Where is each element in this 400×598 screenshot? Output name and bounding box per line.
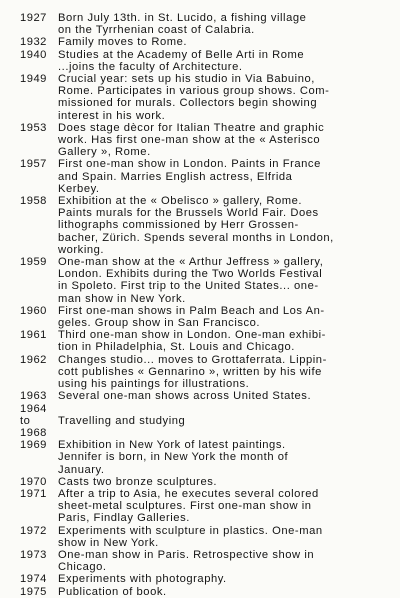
entry-year xyxy=(0,256,58,268)
text-line: tion in Philadelphia, St. Louis and Chicago. xyxy=(58,341,295,354)
chronology-entry xyxy=(0,122,400,159)
year-line: 1960 xyxy=(20,304,47,317)
year-line: 1961 xyxy=(20,329,47,342)
chronology-entry xyxy=(0,36,400,48)
text-line: Crucial year: sets up his studio in Via Babuino, xyxy=(58,73,315,86)
text-line xyxy=(58,403,368,415)
chronology-entry xyxy=(0,476,400,488)
text-line: cott publishes « Gennarino », written by his wife xyxy=(58,365,322,378)
text-line: geles. Group show in San Francisco. xyxy=(58,317,261,330)
entry-text xyxy=(58,403,368,440)
text-line: Experiments with sculpture in plastics. One-man xyxy=(58,524,323,537)
entry-text xyxy=(58,573,368,585)
chronology-entry xyxy=(0,195,400,256)
entry-year xyxy=(0,329,58,341)
text-line: After a trip to Asia, he executes several colored xyxy=(58,487,319,500)
text-line: working. xyxy=(58,243,105,256)
entry-text xyxy=(58,390,368,402)
entry-text xyxy=(58,439,368,476)
text-line: Exhibition in New York of latest paintings. xyxy=(58,439,286,452)
chronology-entry xyxy=(0,329,400,353)
text-line: Several one-man shows across United States. xyxy=(58,390,312,403)
text-line: Chicago. xyxy=(58,561,107,574)
text-line: man show in New York. xyxy=(58,292,186,305)
entry-text xyxy=(58,195,368,256)
text-line: January. xyxy=(58,463,105,476)
entry-year xyxy=(0,586,58,598)
entry-text xyxy=(58,488,368,525)
year-line: 1940 xyxy=(20,48,47,61)
entry-year xyxy=(0,49,58,61)
entry-text xyxy=(58,122,368,159)
text-line: First one-man show in London. Paints in France xyxy=(58,158,321,171)
entry-year xyxy=(0,354,58,366)
chronology-entry xyxy=(0,403,400,440)
entry-text xyxy=(58,354,368,391)
year-line: 1970 xyxy=(20,475,47,488)
year-line: 1963 xyxy=(20,390,47,403)
entry-text xyxy=(58,549,368,573)
chronology-entry xyxy=(0,49,400,73)
text-line: ...joins the faculty of Architecture. xyxy=(58,60,243,73)
text-line: lithographs commissioned by Herr Grossen- xyxy=(58,219,299,232)
entry-text xyxy=(58,329,368,353)
entry-text xyxy=(58,525,368,549)
entry-text xyxy=(58,586,368,598)
entry-year xyxy=(0,73,58,85)
year-line: 1969 xyxy=(20,439,47,452)
chronology-entry xyxy=(0,439,400,476)
entry-year xyxy=(0,305,58,317)
text-line: One-man show at the « Arthur Jeffress » gallery, xyxy=(58,256,324,269)
year-line: 1949 xyxy=(20,73,47,86)
entry-year xyxy=(0,36,58,48)
text-line: Does stage dècor for Italian Theatre and graphic xyxy=(58,121,325,134)
entry-text xyxy=(58,305,368,329)
text-line: interest in his work. xyxy=(58,109,166,122)
text-line: missioned for murals. Collectors begin showing xyxy=(58,97,318,110)
year-line: 1953 xyxy=(20,121,47,134)
chronology-entry xyxy=(0,586,400,598)
year-line: 1957 xyxy=(20,158,47,171)
text-line: Exhibition at the « Obelisco » gallery, Rome. xyxy=(58,195,303,208)
text-line: Gallery », Rome. xyxy=(58,146,151,159)
text-line: London. Exhibits during the Two Worlds Festival xyxy=(58,268,323,281)
chronology-entry xyxy=(0,354,400,391)
entry-text xyxy=(58,256,368,305)
year-line: 1964 xyxy=(20,402,47,415)
year-line: 1932 xyxy=(20,36,47,49)
chronology-entry xyxy=(0,573,400,585)
text-line: Experiments with photography. xyxy=(58,573,227,586)
chronology xyxy=(0,12,400,598)
entry-year xyxy=(0,403,58,440)
text-line: on the Tyrrhenian coast of Calabria. xyxy=(58,24,255,37)
text-line: Jennifer is born, in New York the month of xyxy=(58,451,289,464)
text-line: and Spain. Marries English actress, Elfrida xyxy=(58,170,293,183)
text-line: work. Has first one-man show at the « Asterisco xyxy=(58,134,321,147)
entry-year xyxy=(0,195,58,207)
entry-year xyxy=(0,525,58,537)
entry-text xyxy=(58,476,368,488)
year-line: 1973 xyxy=(20,548,47,561)
text-line: Changes studio... moves to Grottaferrata. Lippin- xyxy=(58,353,327,366)
text-line: Paris, Findlay Galleries. xyxy=(58,512,190,525)
text-line: Studies at the Academy of Belle Arti in Rome xyxy=(58,48,305,61)
year-line: 1959 xyxy=(20,256,47,269)
text-line: One-man show in Paris. Retrospective show in xyxy=(58,548,315,561)
text-line: using his paintings for illustrations. xyxy=(58,378,250,391)
text-line: Third one-man show in London. One-man exhibi- xyxy=(58,329,326,342)
text-line: Paints murals for the Brussels World Fair. Does xyxy=(58,207,319,220)
text-line: Casts two bronze sculptures. xyxy=(58,475,218,488)
chronology-entry xyxy=(0,305,400,329)
year-line: 1972 xyxy=(20,524,47,537)
entry-year xyxy=(0,488,58,500)
text-line: First one-man shows in Palm Beach and Los An- xyxy=(58,304,325,317)
entry-year xyxy=(0,12,58,24)
year-line: 1968 xyxy=(20,426,47,439)
year-line: 1927 xyxy=(20,12,47,24)
year-line: 1975 xyxy=(20,585,47,598)
chronology-entry xyxy=(0,488,400,525)
entry-year xyxy=(0,549,58,561)
year-line: to xyxy=(20,414,31,427)
text-line: Family moves to Rome. xyxy=(58,36,188,49)
entry-year xyxy=(0,476,58,488)
text-line: sheet-metal sculptures. First one-man show in xyxy=(58,500,312,513)
text-line: show in New York. xyxy=(58,536,159,549)
chronology-entry xyxy=(0,12,400,36)
entry-year xyxy=(0,158,58,170)
entry-text xyxy=(58,36,368,48)
chronology-entry xyxy=(0,525,400,549)
year-line: 1962 xyxy=(20,353,47,366)
entry-text xyxy=(58,49,368,73)
entry-year xyxy=(0,439,58,451)
text-line: Publication of book. xyxy=(58,585,167,598)
text-line: Born July 13th. in St. Lucido, a fishing village xyxy=(58,12,307,24)
chronology-entry xyxy=(0,256,400,305)
text-line: bacher, Zürich. Spends several months in London, xyxy=(58,231,334,244)
chronology-entry xyxy=(0,158,400,195)
text-line xyxy=(58,427,368,439)
chronology-entry xyxy=(0,549,400,573)
entry-text xyxy=(58,158,368,195)
chronology-entry xyxy=(0,390,400,402)
chronology-entry xyxy=(0,73,400,122)
text-line: in Spoleto. First trip to the United States... one- xyxy=(58,280,319,293)
entry-year xyxy=(0,122,58,134)
entry-text xyxy=(58,73,368,122)
text-line: Travelling and studying xyxy=(58,414,186,427)
entry-year xyxy=(0,390,58,402)
entry-text xyxy=(58,12,368,36)
year-line: 1974 xyxy=(20,573,47,586)
entry-year xyxy=(0,573,58,585)
text-line: Kerbey. xyxy=(58,182,100,195)
year-line: 1971 xyxy=(20,487,47,500)
year-line: 1958 xyxy=(20,195,47,208)
text-line: Rome. Participates in various group shows. Com- xyxy=(58,85,330,98)
